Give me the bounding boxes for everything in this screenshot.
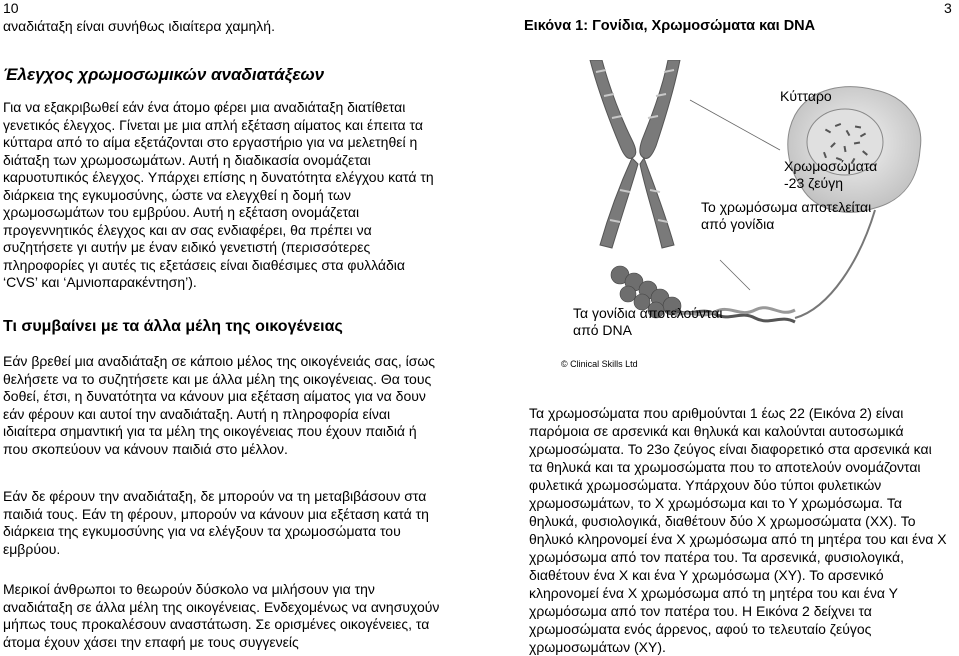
page-number-left: 10 [3, 0, 19, 16]
paragraph-family-3: Μερικοί άνθρωποι το θεωρούν δύσκολο να μιλήσουν για την αναδιάταξη σε άλλα μέλη της οικογένειας. Ενδεχομένως να ανησυχούν μήπως τους προκαλέσουν αναστάτωση. Σε ορισμένες οικογένειες, τα άτομα έχουν χάσει την επαφή με τους συγγενείς [3, 581, 440, 650]
paragraph-testing: Για να εξακριβωθεί εάν ένα άτομο φέρει μια αναδιάταξη διατίθεται γενετικός έλεγχος. Γίνεται με μια απλή εξέταση αίματος και έπειτα τα κύτταρα από το αίμα εξετάζονται στο εργαστήριο για να μελετηθεί η διάταξη των χρωμοσωμάτων. Αυτή η διαδικασία ονομάζεται καρυοτυπικός έλεγχος. Υπάρχει επίσης η δυνατότητα ελέγχου κατά τη διάρκεια της εγκυμοσύνης, ώστε να ελεγχθεί η δομή των χρωμοσωμάτων του εμβρύου. Αυτή η εξέταση ονομάζεται προγεννητικός έλεγχος και αν σας ενδιαφέρει, θα πρέπει να συζητήσετε γι αυτήν με έναν ειδικό γενετιστή (περισσότερες πληροφορίες γι αυτές τις εξετάσεις είναι διαθέσιμες στα φυλλάδια ‘CVS’ και ‘Αμνιοπαρακέντηση’). [3, 99, 434, 290]
x-chromosome [590, 60, 680, 248]
label-gene: Το χρωμόσωμα αποτελείται από γονίδια [701, 199, 872, 232]
label-chromosomes: Χρωμοσώματα -23 ζεύγη [784, 158, 878, 191]
paragraph-family-1: Εάν βρεθεί μια αναδιάταξη σε κάποιο μέλος της οικογένειάς σας, ίσως θελήσετε να το συζητήσετε και με άλλα μέλη της οικογένειας. Θα τους δοθεί, έτσι, η δυνατότητα να κάνουν μια εξέταση αίματος για να δουν εάν φέρουν και αυτοί την αναδιάταξη. Αυτή η πληροφορία είναι ιδιαίτερα σημαντική για τα μέλη της οικογένειας που έχουν παιδιά ή που σκοπεύουν να κάνουν παιδιά στο μέλλον. [3, 353, 436, 457]
paragraph-family-2: Εάν δε φέρουν την αναδιάταξη, δε μπορούν να τη μεταβιβάσουν στα παιδιά τους. Εάν τη φέρουν, μπορούν να κάνουν μια εξέταση κατά τη διάρκεια της εγκυμοσύνης για να ελέγξουν τα χρωμοσώματα του εμβρύου. [3, 488, 429, 557]
continued-text: αναδιάταξη είναι συνήθως ιδιαίτερα χαμηλή. [3, 18, 275, 34]
section-heading-testing: Έλεγχος χρωμοσωμικών αναδιατάξεων [3, 65, 325, 84]
copyright-note: © Clinical Skills Ltd [561, 359, 638, 369]
label-dna: Τα γονίδια αποτελούνται από DNA [573, 305, 723, 338]
section-heading-family: Τι συμβαίνει με τα άλλα μέλη της οικογένειας [3, 318, 343, 335]
label-cell: Κύτταρο [780, 88, 832, 104]
page-number-right: 3 [944, 0, 952, 16]
figure-genes-chromosomes-dna [540, 60, 940, 380]
figure-caption: Εικόνα 1: Γονίδια, Χρωμοσώματα και DNA [524, 18, 816, 34]
paragraph-sex-chromosomes: Τα χρωμοσώματα που αριθμούνται 1 έως 22 (Εικόνα 2) είναι παρόμοια σε αρσενικά και θηλυκά και καλούνται αυτοσωμικά χρωμοσώματα. Το 23ο ζεύγος είναι διαφορετικό στα αρσενικά και τα θηλυκά και τα χρωμοσώματα που το αποτελούν ονομάζονται φυλετικά χρωμοσώματα. Υπάρχουν δύο τύποι φυλετικών χρωμοσωμάτων, το Χ χρωμόσωμα και το Υ χρωμόσωμα. Τα θηλυκά, φυσιολογικά, διαθέτουν δύο Χ χρωμοσώματα (ΧΧ). Το θηλυκό κληρονομεί ένα Χ χρωμόσωμα από τη μητέρα του και ένα Χ χρωμόσωμα από τον πατέρα του. Τα αρσενικά, φυσιολογικά, διαθέτουν ένα Χ και ένα Υ χρωμόσωμα (ΧΥ). Το αρσενικό κληρονομεί ένα Χ χρωμόσωμα από τη μητέρα του και ένα Υ χρωμόσωμα από τον πατέρα του. Η Εικόνα 2 δείχνει τα χρωμοσώματα ενός άρρενος, αφού το τελευταίο ζεύγος χρωμοσωμάτων (ΧΥ). [529, 405, 947, 655]
